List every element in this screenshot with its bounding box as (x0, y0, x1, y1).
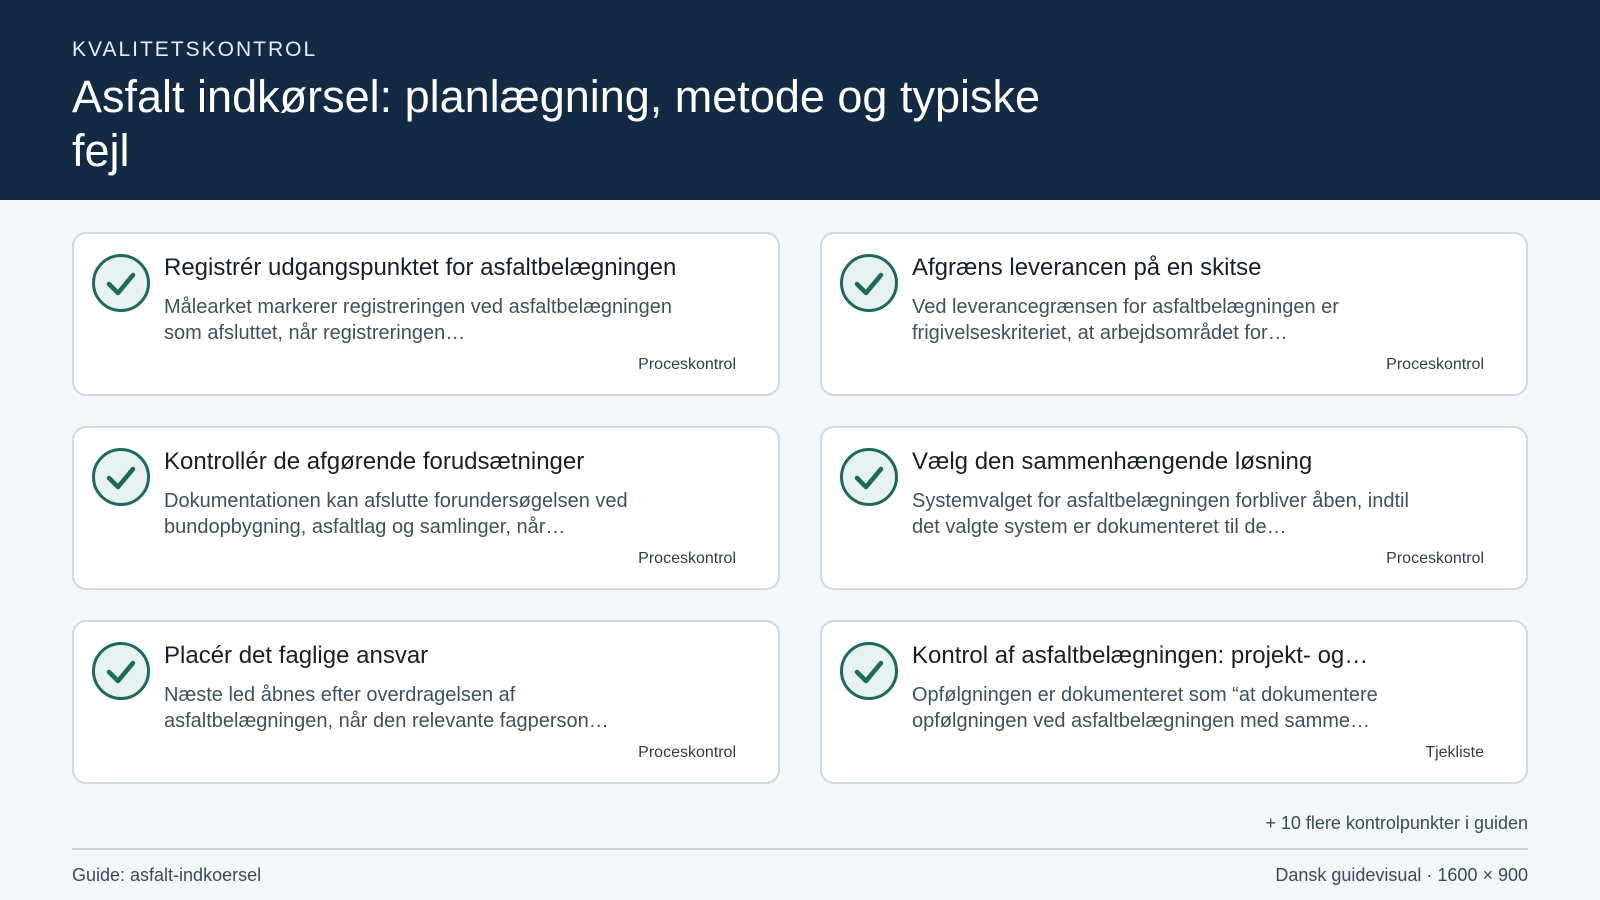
card-tag: Tjekliste (1425, 744, 1484, 761)
card-tag: Proceskontrol (1386, 356, 1484, 373)
card-description: Dokumentationen kan afslutte forundersøgelsen ved bundopbygning, asfaltlag og samlinger, når… (164, 490, 628, 538)
check-circle-icon (92, 448, 150, 506)
check-circle-icon (840, 642, 898, 700)
checkpoint-card[interactable] (820, 232, 1528, 396)
card-title: Afgræns leverancen på en skitse (912, 254, 1262, 281)
page-header (0, 0, 1600, 200)
card-tag: Proceskontrol (638, 744, 736, 761)
card-description: Systemvalget for asfaltbelægningen forbliver åben, indtil det valgte system er dokumenteret til de… (912, 490, 1409, 538)
card-description: Opfølgningen er dokumenteret som “at dokumentere opfølgningen ved asfaltbelægningen med samme… (912, 684, 1378, 732)
check-circle-icon (840, 448, 898, 506)
card-tag: Proceskontrol (638, 356, 736, 373)
check-circle-icon (92, 642, 150, 700)
card-description: Ved leverancegrænsen for asfaltbelægningen er frigivelseskriteriet, at arbejdsområdet for… (912, 296, 1339, 344)
checkpoint-grid (72, 232, 1528, 784)
footer-caption: Dansk guidevisual · 1600 × 900 (1275, 865, 1528, 885)
card-tag: Proceskontrol (1386, 550, 1484, 567)
card-title: Kontrollér de afgørende forudsætninger (164, 448, 585, 475)
page-title: Asfalt indkørsel: planlægning, metode og typiske fejl (72, 71, 1041, 176)
checkpoint-card[interactable] (820, 620, 1528, 784)
check-circle-icon (92, 254, 150, 312)
card-title: Registrér udgangspunktet for asfaltbelægningen (164, 254, 677, 281)
checkpoint-card[interactable] (72, 620, 780, 784)
check-circle-icon (840, 254, 898, 312)
card-description: Målearket markerer registreringen ved asfaltbelægningen som afsluttet, når registreringen… (164, 296, 673, 344)
header-eyebrow: KVALITETSKONTROL (72, 38, 318, 61)
footer-divider (72, 848, 1528, 850)
checkpoint-card[interactable] (820, 426, 1528, 590)
card-description: Næste led åbnes efter overdragelsen af asfaltbelægningen, når den relevante fagperson… (164, 684, 609, 732)
checkpoint-card[interactable] (72, 232, 780, 396)
card-tag: Proceskontrol (638, 550, 736, 567)
footer-guide-slug: Guide: asfalt-indkoersel (72, 865, 262, 885)
card-title: Vælg den sammenhængende løsning (912, 448, 1313, 475)
more-checkpoints-link[interactable]: + 10 flere kontrolpunkter i guiden (1265, 813, 1528, 833)
card-title: Placér det faglige ansvar (164, 642, 429, 669)
card-title: Kontrol af asfaltbelægningen: projekt- og… (912, 642, 1369, 669)
checkpoint-card[interactable] (72, 426, 780, 590)
